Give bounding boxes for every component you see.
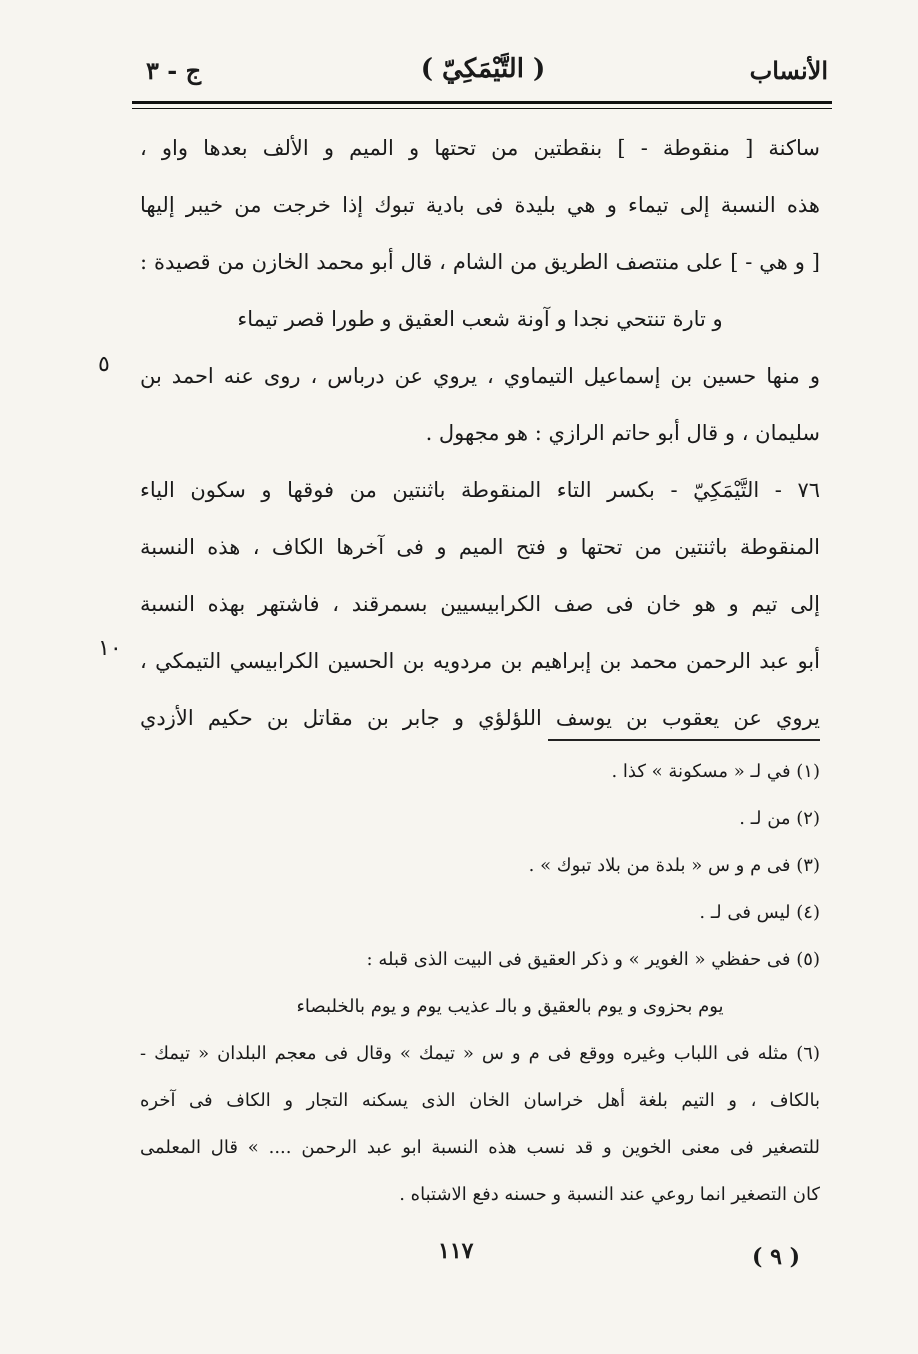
line-number-10: ١٠ xyxy=(98,636,122,661)
footnote: (٤) ليس فى لـ . xyxy=(699,902,820,923)
footnotes xyxy=(140,748,820,1218)
header-rule-thin xyxy=(132,108,832,109)
footnote: للتصغير فى معنى الخوين و قد نسب هذه النسبة ابو عبد الرحمن .... » قال المعلمى xyxy=(140,1137,820,1158)
header-book-title: الأنساب xyxy=(749,56,828,85)
line-number-5: ٥ xyxy=(98,352,110,377)
footnote: (١) في لـ « مسكونة » كذا . xyxy=(611,761,820,782)
text-line: سليمان ، و قال أبو حاتم الرازي : هو مجهول . xyxy=(425,421,820,445)
text-line: ساكنة [ منقوطة - ] بنقطتين من تحتها و الميم و الألف بعدها واو ، xyxy=(140,136,820,160)
footnote: (٣) فى م و س « بلدة من بلاد تبوك » . xyxy=(528,855,820,876)
text-line: أبو عبد الرحمن محمد بن إبراهيم بن مردويه بن الحسين الكرابيسي التيمكي ، xyxy=(140,649,820,673)
text-line: هذه النسبة إلى تيماء و هي بليدة فى بادية تبوك إذا خرجت من خيبر إليها xyxy=(140,193,820,217)
entry-heading-line: ٧٦ - التَّيْمَكِيّ - بكسر التاء المنقوطة باثنتين من فوقها و سكون الياء xyxy=(140,478,820,502)
text-line: إلى تيم و هو خان فى صف الكرابيسيين بسمرقند ، فاشتهر بهذه النسبة xyxy=(140,592,820,616)
footnote: (٥) فى حفظي « الغوير » و ذكر العقيق فى البيت الذى قبله : xyxy=(366,949,820,970)
footnote-verse: يوم بحزوى و يوم بالعقيق و بالـ عذيب يوم و يوم بالخلبصاء xyxy=(296,996,724,1017)
signature-mark: ( ٩ ) xyxy=(752,1244,800,1270)
page-footer xyxy=(0,1238,918,1278)
footnote: كان التصغير انما روعي عند النسبة و حسنه دفع الاشتباه . xyxy=(399,1184,820,1205)
text-line: المنقوطة باثنتين من تحتها و فتح الميم و فى آخرها الكاف ، هذه النسبة xyxy=(140,535,820,559)
header-volume: ج - ٣ xyxy=(146,56,202,85)
running-header xyxy=(138,52,828,96)
footnote: بالكاف ، و التيم بلغة أهل خراسان الخان الذى يسكنه التجار و الكاف فى آخره xyxy=(140,1090,820,1111)
footnote: (٢) من لـ . xyxy=(739,808,820,829)
text-line: يروي عن يعقوب بن يوسف اللؤلؤي و جابر بن مقاتل بن حكيم الأزدي xyxy=(140,706,820,730)
footnote-rule xyxy=(548,739,820,741)
text-line: و منها حسين بن إسماعيل التيماوي ، يروي عن درباس ، روى عنه احمد بن xyxy=(140,364,820,388)
header-entry-title: ( التَّيْمَكِيّ ) xyxy=(420,54,546,84)
text-line: [ و هي - ] على منتصف الطريق من الشام ، قال أبو محمد الخازن من قصيدة : xyxy=(140,250,820,274)
header-rule-thick xyxy=(132,101,832,104)
page-number: ١١٧ xyxy=(438,1238,474,1264)
footnote: (٦) مثله فى اللباب وغيره ووقع فى م و س « تيمك » وقال فى معجم البلدان « تيمك - xyxy=(140,1043,820,1064)
verse-line: و تارة تنتحي نجدا و آونة شعب العقيق و طورا قصر تيماء xyxy=(237,307,723,331)
main-text xyxy=(140,120,820,747)
